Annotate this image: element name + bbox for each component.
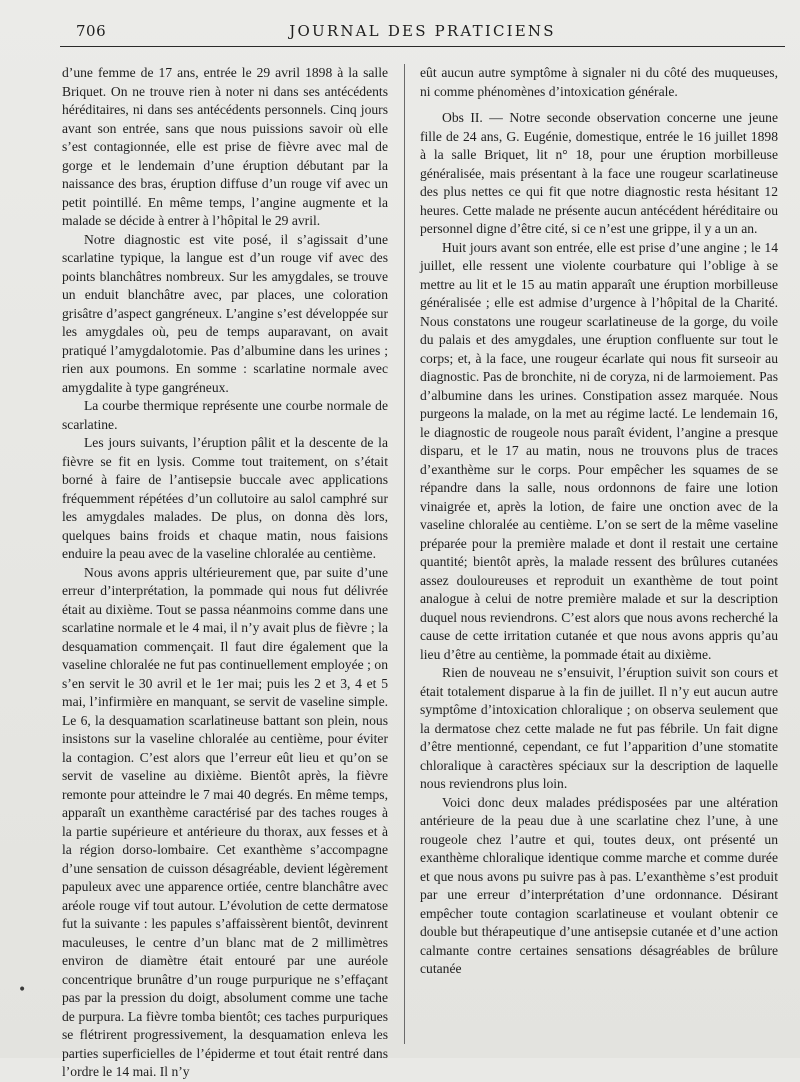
paragraph: Obs II. — Notre seconde observation concerne une jeune fille de 24 ans, G. Eugénie, domestique, entrée le 16 juillet 1898 à la salle Briquet, lit n° 18, pour une éruption morbilleuse généralisée, mais présentant à la face une rougeur scarlatineuse des plus nettes ce qui fit que notre diagnostic resta hésitant 12 heures. Cette malade ne présente aucun antécédent héréditaire ou personnel digne d’être cité, si ce n’est une grippe, il y a un an. [420,110,778,236]
column-divider [404,64,405,1044]
page-header [60,20,785,47]
paragraph: eût aucun autre symptôme à signaler ni du côté des muqueuses, ni comme phénomènes d’intoxication générale. [420,65,778,99]
paragraph: Notre diagnostic est vite posé, il s’agissait d’une scarlatine typique, la langue est d’un rouge vif avec des points blanchâtres nombreux. Sur les amygdales, se trouve un enduit blanchâtre avec, par places, une coloration grisâtre d’aspect gangréneux. L’angine s’est développée sur les amygdales où, peu de temps auparavant, on avait pratiqué l’amygdalotomie. Pas d’albumine dans les urines ; rien aux poumons. En somme : scarlatine normale avec amygdalite à type gangréneux. [62,231,388,395]
margin-mark-icon: • [18,982,27,998]
paragraph: Nous avons appris ultérieurement que, par suite d’une erreur d’interprétation, la pommade qui nous fut délivrée était au dixième. Tout se passa néanmoins comme dans une scarlatine normale et le 4 mai, il n’y avait plus de fièvre ; la desquamation commençait. Il faut dire également que la vaseline chloralée ne fut pas continuellement employée ; on s’en servit le 30 avril et le 1er mai; puis les 2 et 3, 4 et 5 mai, l’infirmière en manquant, se servit de vaseline simple. Le 6, la desquamation scarlatineuse battant son plein, nous insistons sur la vaseline chloralée au centième, pour éviter la contagion. C’est alors que l’erreur eût lieu et qu’on se servit de vaseline au dixième. Bientôt après, la fièvre remonte pour atteindre le 7 mai 40 degrés. En même temps, apparaît un exanthème caractérisé par des taches rouges à la partie supérieure et antérieure du thorax, aux fesses et à la région dorso-lombaire. Cet exanthème s’accompagne d’une sensation de cuisson désagréable, devient légèrement papuleux avec une apparence ortiée, centre blanchâtre avec aréole rouge vif tout autour. L’évolution de cette dermatose fut la suivante : les papules s’affaissèrent bientôt, devinrent maculeuses, le centre d’un blanc mat de 2 millimètres environ de diamètre était entouré par une auréole concentrique brunâtre d’un rouge purpurique ne s’effaçant pas par la pression du doigt, absolument comme une tache de purpura. La fièvre tomba bientôt; ces taches purpuriques se flétrirent progressivement, la desquamation enleva les parties superficielles de l’épiderme et tout était rentré dans l’ordre le 14 mai. Il n’y [62,564,388,1079]
paragraph: Voici donc deux malades prédisposées par une altération antérieure de la peau due à une scarlatine chez l’une, à une rougeole chez l’autre et qui, toutes deux, ont présenté un exanthème chloralique identique comme marche et comme durée et que nous avons pu suivre pas à pas. L’exanthème s’est produit par une erreur d’interprétation d’une ordonnance. Désirant empêcher toute contagion scarlatineuse et voulant obtenir ce double but thérapeutique d’une antisepsie cutanée et d’une action calmante contre certaines sensations désagréables de brûlure cutanée [420,794,778,976]
left-column [62,64,388,1082]
journal-title: JOURNAL DES PRATICIENS [289,22,556,40]
paragraph: La courbe thermique représente une courbe normale de scarlatine. [62,398,388,432]
paragraph: Les jours suivants, l’éruption pâlit et la descente de la fièvre se fit en lysis. Comme tout traitement, on s’était borné à faire de l’antisepsie buccale avec applications fréquemment répétées d’un collutoire au salol camphré sur les amygdales malades. De plus, on donna dès lors, quelques bains froids et chaque matin, nous faisions enduire la peau avec de la vaseline chloralée au centième. [62,435,388,561]
right-column [420,64,778,979]
paragraph: Rien de nouveau ne s’ensuivit, l’éruption suivit son cours et était totalement disparue à la fin de juillet. Il n’y eut aucun autre symptôme d’intoxication chloralique ; on observa seulement que la dermatose chez cette malade ne fut pas fébrile. Un fait digne d’être mentionné, cependant, ce fut l’apparition d’une stomatite chloralique à caractères spéciaux sur la description de laquelle nous reviendrons plus loin. [420,665,778,791]
paragraph: Huit jours avant son entrée, elle est prise d’une angine ; le 14 juillet, elle ressent une violente courbature qui l’oblige à se mettre au lit et le 15 au matin apparaît une éruption morbilleuse généralisée ; elle est admise d’urgence à l’hôpital de la Charité. Nous constatons une rougeur scarlatineuse de la gorge, du voile du palais et des amygdales, une éruption confluente sur tout le corps; et, à la face, une rougeur écarlate qui nous fit surseoir au diagnostic. Pas de bronchite, ni de coryza, ni de larmoiement. Pas d’albumine dans les urines. Constipation assez marquée. Nous purgeons la malade, on la met au régime lacté. Le lendemain 16, le diagnostic de rougeole nous paraît évident, l’angine a presque disparu, et le 17 au matin, nous ne trouvons plus de traces d’exanthème sur le corps. Pour empêcher les squames de se répandre dans la salle, nous ordonnons de faire une lotion vinaigrée et, après la lotion, de faire une onction avec de la vaseline chloralée au centième. L’on se sert de la même vaseline préparée pour la première malade et dont il restait une certaine quantité; bientôt après, la malade ressent des brûlures cutanées assez douloureuses et reproduit un exanthème de tout point analogue à celui de notre première malade et sur la description duquel nous reviendrons. C’est alors que nous avons recherché la cause de cette irritation cutanée et que nous avons appris qu’au lieu d’être au centième, la pommade était au dixième. [420,239,778,662]
page-number: 706 [76,22,107,40]
paragraph: d’une femme de 17 ans, entrée le 29 avril 1898 à la salle Briquet. On ne trouve rien à noter ni dans ses antécédents héréditaires, ni dans ses antécédents personnels. Cinq jours avant son entrée, sans que nous puissions savoir où elle s’est contagionnée, elle est prise de fièvre avec mal de gorge et le lendemain d’une éruption débutant par la naissance des bras, éruption diffuse d’un rouge vif avec un petit pointillé. En même temps, l’angine augmente et la malade se décide à entrer à l’hôpital le 29 avril. [62,65,388,228]
